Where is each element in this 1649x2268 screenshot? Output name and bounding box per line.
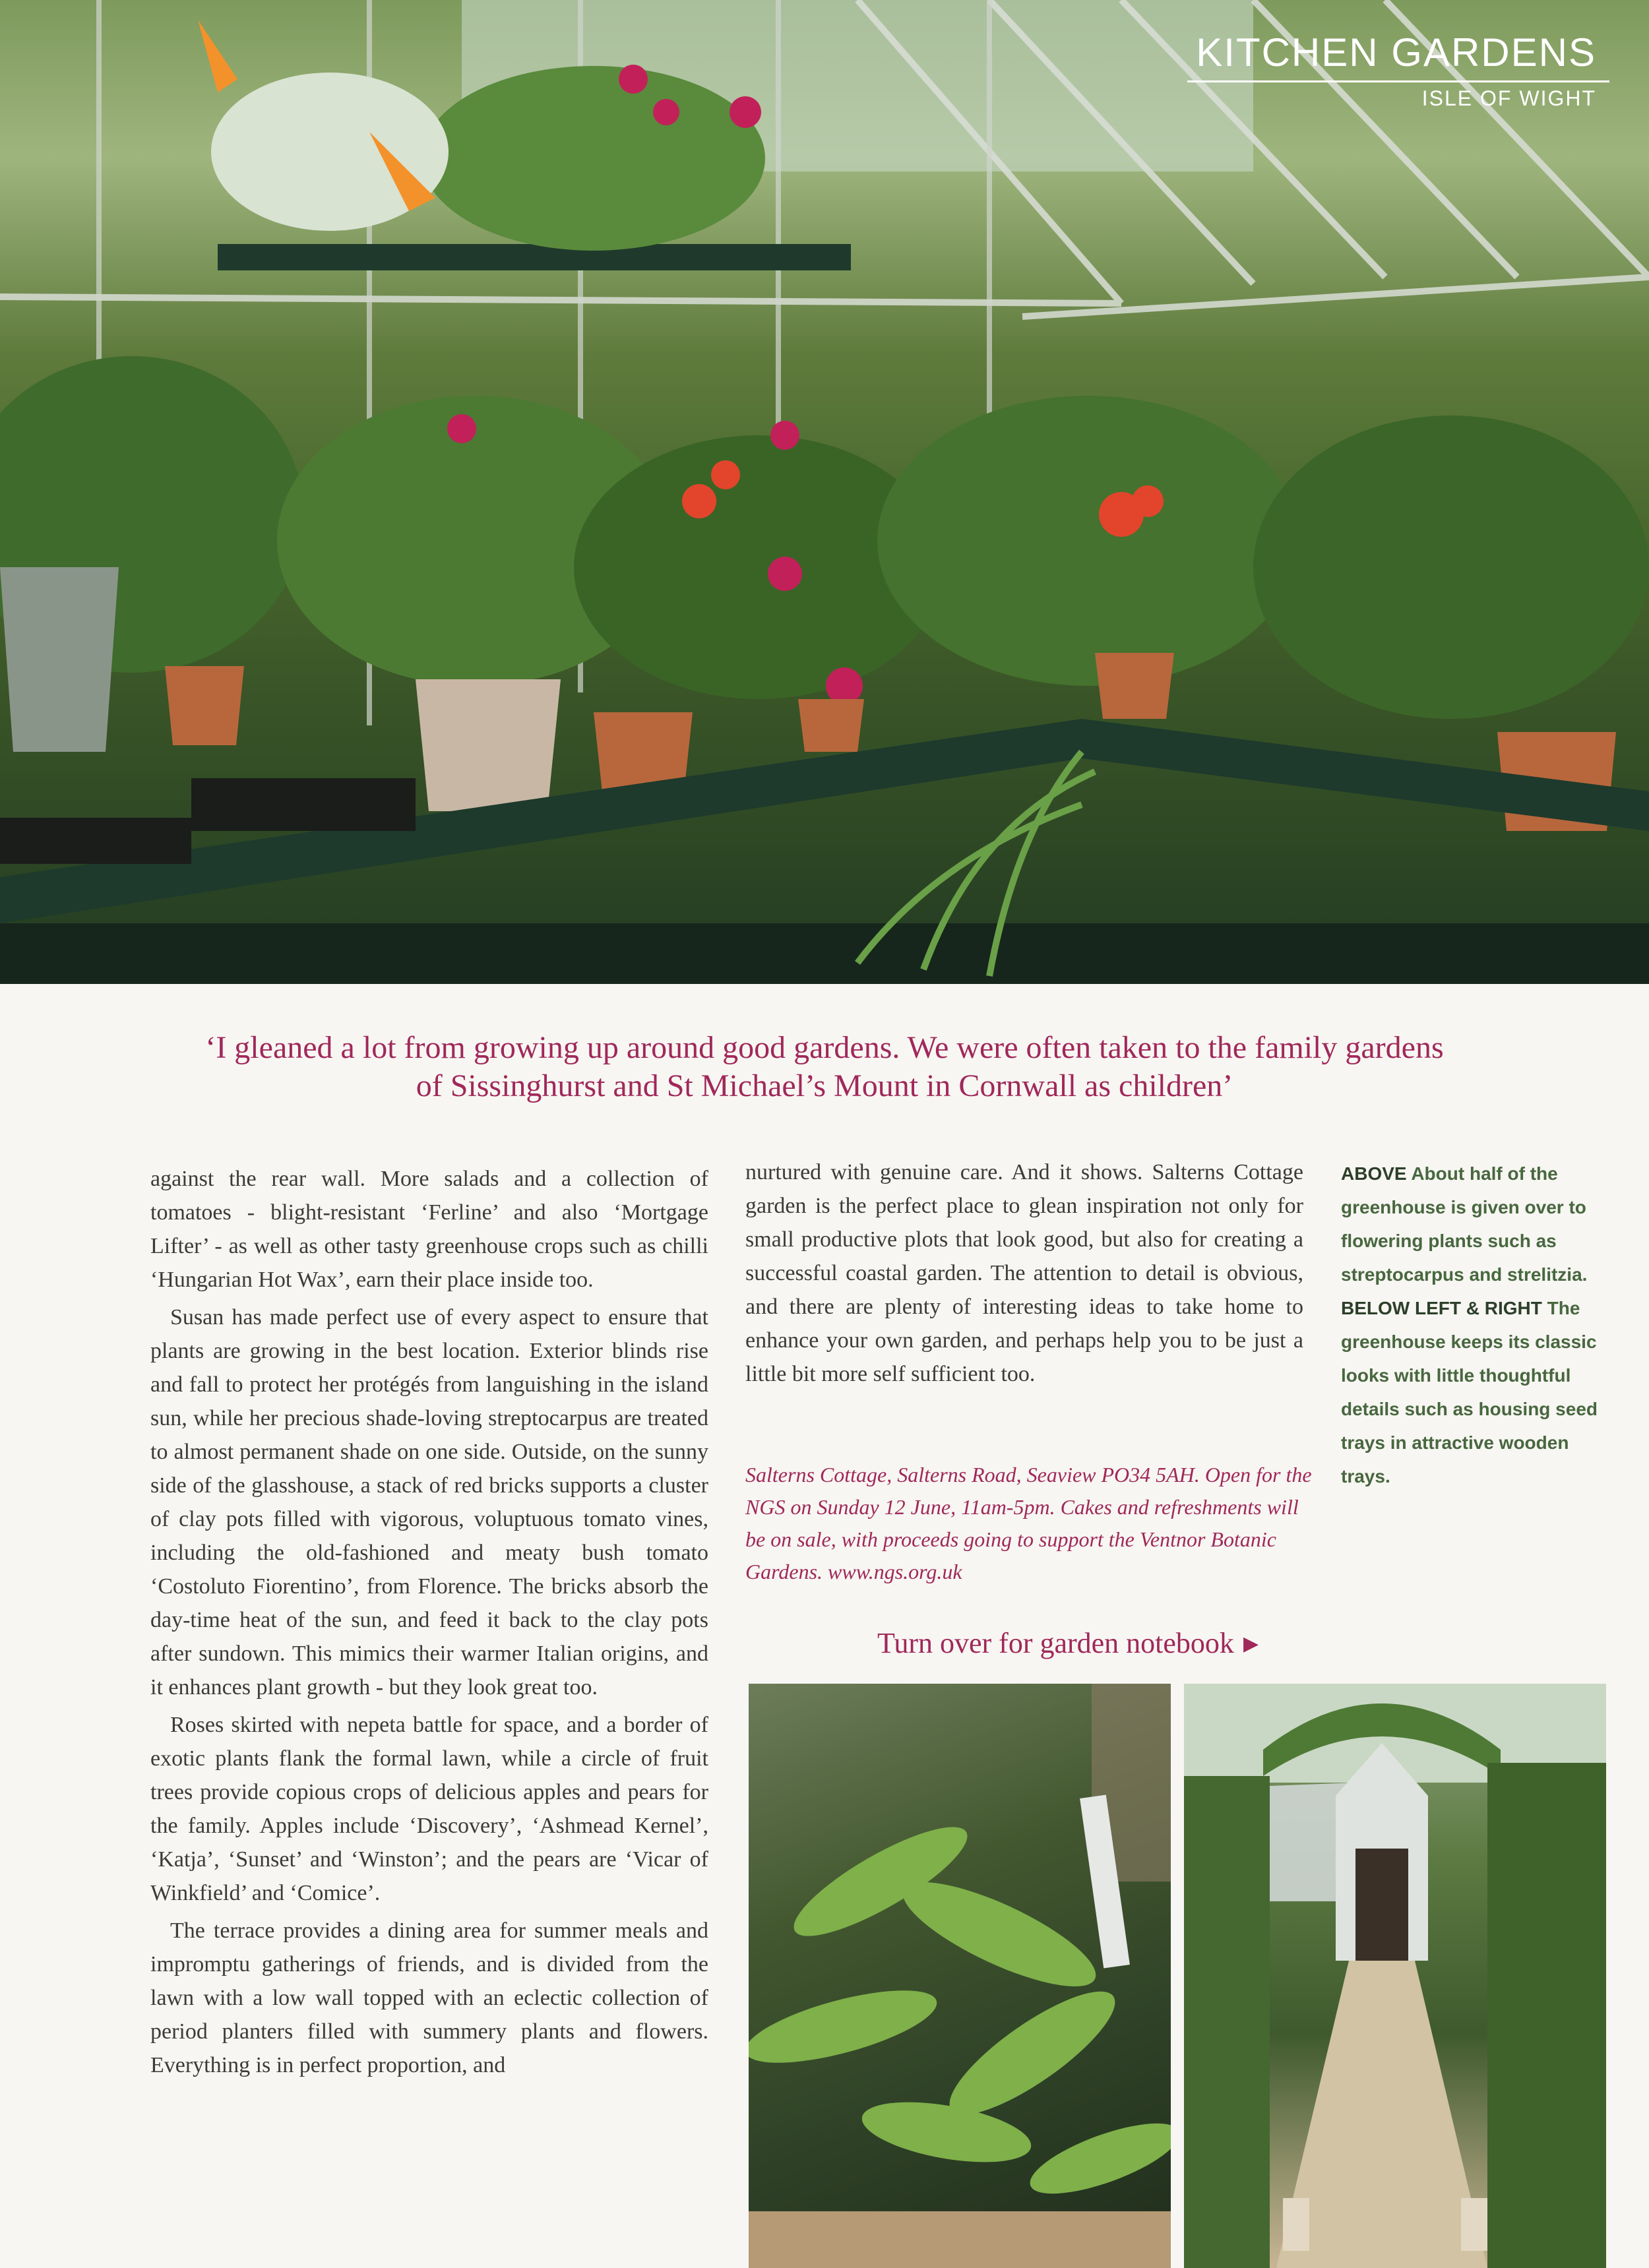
photo-greenhouse-exterior bbox=[1184, 1684, 1606, 2268]
pull-quote: ‘I gleaned a lot from growing up around good gardens. We were often taken to the family gardens of Sissinghurst and St Michael’s Mount in Cornwall as children’ bbox=[205, 1030, 1444, 1103]
seedlings-illustration bbox=[749, 1684, 1171, 2268]
visit-info: Salterns Cottage, Salterns Road, Seaview PO34 5AH. Open for the NGS on Sunday 12 June, 11am-5pm. Cakes and refreshments will be on sale, with proceeds going to support the Ventnor Botanic Gardens. www.ngs.org.uk bbox=[745, 1463, 1312, 1583]
section-divider bbox=[1187, 80, 1609, 82]
photo-caption bbox=[1341, 1157, 1608, 1493]
photo-seedlings bbox=[749, 1684, 1171, 2268]
article-column-1 bbox=[150, 1162, 708, 2082]
hero-photo-illustration bbox=[0, 0, 1649, 984]
section-title: KITCHEN GARDENS bbox=[1196, 30, 1596, 75]
turn-over-text: Turn over for garden notebook bbox=[877, 1627, 1234, 1659]
paragraph: Susan has made perfect use of every aspect to ensure that plants are growing in the best location. Exterior blinds rise and fall to protect her protégés from languishing in the island sun, while her precious shade-loving streptocarpus are treated to almost permanent shade on one side. Outside, on the sunny side of the glasshouse, a stack of red bricks supports a cluster of clay pots filled with vigorous, voluptuous tomato vines, including the old-fashioned and meaty bush tomato ‘Costoluto Fiorentino’, from Florence. The bricks absorb the day-time heat of the sun, and feed it back to the clay pots after sundown. This mimics their warmer Italian origins, and it enhances plant growth - but they look great too. bbox=[150, 1305, 708, 1700]
section-label bbox=[1187, 30, 1596, 111]
arrow-right-icon: ▶ bbox=[1243, 1633, 1259, 1655]
paragraph: against the rear wall. More salads and a collection of tomatoes - blight-resistant ‘Ferline’ and also ‘Mortgage Lifter’ - as well as other tasty greenhouse crops such as chilli ‘Hungarian Hot Wax’, earn their place inside too. bbox=[150, 1167, 708, 1292]
caption-label-above: ABOVE bbox=[1341, 1163, 1407, 1184]
caption-label-below: BELOW LEFT & RIGHT bbox=[1341, 1298, 1542, 1318]
turn-over-link[interactable] bbox=[877, 1624, 1259, 1664]
caption-text-above: About half of the greenhouse is given over to flowering plants such as streptocarpus and strelitzia. bbox=[1341, 1163, 1588, 1285]
paragraph: The terrace provides a dining area for summer meals and impromptu gatherings of friends, and is divided from the lawn with a low wall topped with an eclectic collection of period planters filled with summery plants and flowers. Everything is in perfect proportion, and bbox=[150, 1918, 708, 2077]
paragraph: Roses skirted with nepeta battle for space, and a border of exotic plants flank the formal lawn, while a circle of fruit trees provide copious crops of delicious apples and pears for the family. Apples include ‘Discovery’, ‘Ashmead Kernel’, ‘Katja’, ‘Sunset’ and ‘Winston’; and the pears are ‘Vicar of Winkfield’ and ‘Comice’. bbox=[150, 1713, 708, 1905]
hero-photo-greenhouse bbox=[0, 0, 1649, 984]
greenhouse-exterior-illustration bbox=[1184, 1684, 1606, 2268]
article-column-2 bbox=[745, 1155, 1303, 1391]
caption-text-below: The greenhouse keeps its classic looks with little thoughtful details such as housing seed trays in attractive wooden trays. bbox=[1341, 1298, 1598, 1486]
section-subtitle: ISLE OF WIGHT bbox=[1421, 86, 1596, 110]
paragraph: nurtured with genuine care. And it shows. Salterns Cottage garden is the perfect place to glean inspiration not only for small productive plots that look good, but also for creating a successful coastal garden. The attention to detail is obvious, and there are plenty of interesting ideas to take home to enhance your own garden, and perhaps help you to be just a little bit more self sufficient too. bbox=[745, 1160, 1303, 1386]
